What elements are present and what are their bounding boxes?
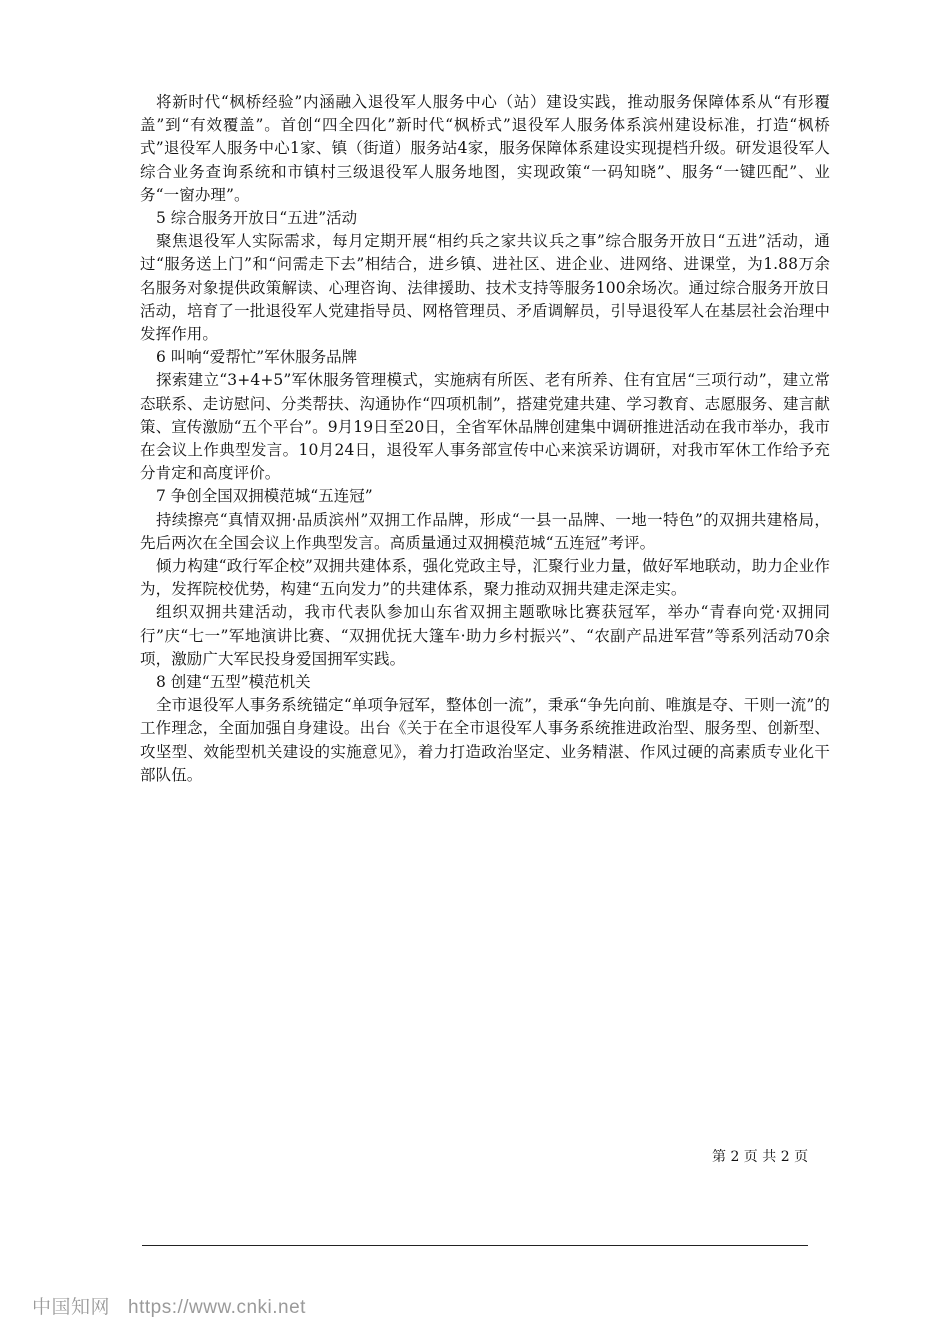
section-heading: 8 创建“五型”模范机关: [156, 673, 311, 692]
section-heading: 7 争创全国双拥模范城“五连冠”: [156, 487, 373, 506]
section-heading: 5 综合服务开放日“五进”活动: [156, 209, 358, 228]
body-paragraph: 持续擦亮“真情双拥·品质滨州”双拥工作品牌，形成“一县一品牌、一地一特色”的双拥共建格局，先后两次在全国会议上作典型发言。高质量通过双拥模范城“五连冠”考评。: [140, 510, 830, 552]
watermark-brand: 中国知网: [32, 1297, 111, 1318]
body-paragraph: 将新时代“枫桥经验”内涵融入退役军人服务中心（站）建设实践，推动服务保障体系从“有形覆盖”到“有效覆盖”。首创“四全四化”新时代“枫桥式”退役军人服务体系滨州建设标准，打造“枫桥式”退役军人服务中心1家、镇（街道）服务站4家，服务保障体系建设实现提档升级。研发退役军人综合业务查询系统和市镇村三级退役军人服务地图，实现政策“一码知晓”、服务“一键匹配”、业务“一窗办理”。: [140, 93, 830, 204]
body-paragraph: 组织双拥共建活动，我市代表队参加山东省双拥主题歌咏比赛获冠军，举办“青春向党·双拥同行”庆“七一”军地演讲比赛、“双拥优抚大篷车·助力乡村振兴”、“农副产品进军营”等系列活动70余项，激励广大军民投身爱国拥军实践。: [140, 603, 830, 668]
footer-divider: [142, 1245, 808, 1246]
watermark-url: https://www.cnki.net: [128, 1297, 306, 1318]
body-paragraph: 探索建立“3+4+5”军休服务管理模式，实施病有所医、老有所养、住有宜居“三项行动”，建立常态联系、走访慰问、分类帮扶、沟通协作“四项机制”，搭建党建共建、学习教育、志愿服务、建言献策、宣传激励“五个平台”。9月19日至20日，全省军休品牌创建集中调研推进活动在我市举办，我市在会议上作典型发言。10月24日，退役军人事务部宣传中心来滨采访调研，对我市军休工作给予充分肯定和高度评价。: [140, 371, 830, 483]
body-paragraph: 倾力构建“政行军企校”双拥共建体系，强化党政主导，汇聚行业力量，做好军地联动，助力企业作为，发挥院校优势，构建“五向发力”的共建体系，聚力推动双拥共建走深走实。: [140, 557, 830, 599]
body-paragraph: 全市退役军人事务系统锚定“单项争冠军，整体创一流”，秉承“争先向前、唯旗是夺、干则一流”的工作理念，全面加强自身建设。出台《关于在全市退役军人事务系统推进政治型、服务型、创新型、攻坚型、效能型机关建设的实施意见》，着力打造政治坚定、业务精湛、作风过硬的高素质专业化干部队伍。: [140, 696, 830, 784]
body-paragraph: 聚焦退役军人实际需求，每月定期开展“相约兵之家共议兵之事”综合服务开放日“五进”活动，通过“服务送上门”和“问需走下去”相结合，进乡镇、进社区、进企业、进网络、进课堂，为1.88万余名服务对象提供政策解读、心理咨询、法律援助、技术支持等服务100余场次。通过综合服务开放日活动，培育了一批退役军人党建指导员、网格管理员、矛盾调解员，引导退役军人在基层社会治理中发挥作用。: [140, 232, 830, 344]
document-body: [140, 91, 830, 787]
page-number: 第 2 页 共 2 页: [712, 1149, 809, 1165]
cnki-watermark: [32, 1292, 306, 1319]
section-heading: 6 叫响“爱帮忙”军休服务品牌: [156, 348, 358, 367]
